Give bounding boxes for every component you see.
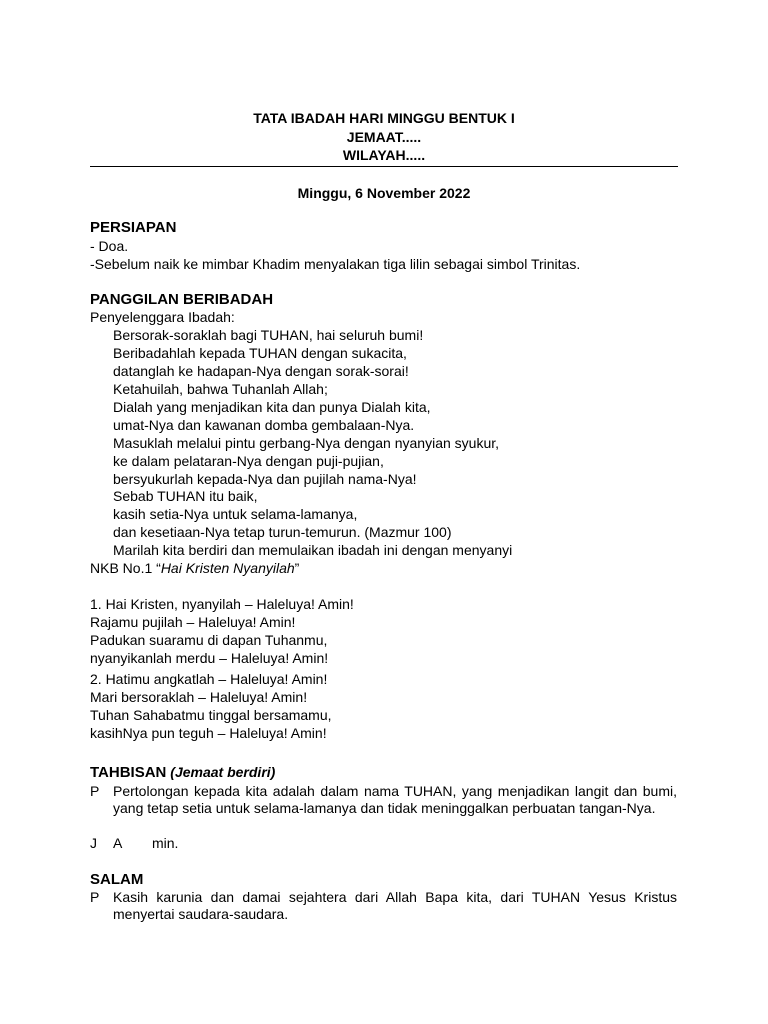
persiapan-heading: PERSIAPAN <box>90 219 177 236</box>
tahbisan-j-text-a: A <box>113 835 123 851</box>
panggilan-line: Ketahuilah, bahwa Tuhanlah Allah; <box>113 381 328 397</box>
panggilan-line: Dialah yang menjadikan kita dan punya Dialah kita, <box>113 399 431 415</box>
song-reference <box>90 560 299 576</box>
tahbisan-role-p: P <box>90 783 100 799</box>
verse-line: kasihNya pun teguh – Haleluya! Amin! <box>90 725 327 741</box>
song-reference-prefix: NKB No.1 “ <box>90 560 161 576</box>
service-date: Minggu, 6 November 2022 <box>297 185 471 201</box>
document-title: TATA IBADAH HARI MINGGU BENTUK I <box>253 110 515 126</box>
verse-line: Rajamu pujilah – Haleluya! Amin! <box>90 614 296 630</box>
salam-p-text: Kasih karunia dan damai sejahtera dari Allah Bapa kita, dari TUHAN Yesus Kristus menyertai saudara-saudara. <box>113 889 677 922</box>
tahbisan-j-text-b: min. <box>152 835 179 851</box>
tahbisan-heading-line <box>90 764 275 781</box>
panggilan-line: bersyukurlah kepada-Nya dan pujilah nama-Nya! <box>113 471 417 487</box>
panggilan-line: Masuklah melalui pintu gerbang-Nya dengan nyanyian syukur, <box>113 435 500 451</box>
salam-role-p: P <box>90 889 100 905</box>
wilayah-line: WILAYAH..... <box>342 147 426 163</box>
song-reference-suffix: ” <box>294 560 300 576</box>
verse-line: Tuhan Sahabatmu tinggal bersamamu, <box>90 707 332 723</box>
panggilan-line: Sebab TUHAN itu baik, <box>113 488 258 504</box>
panggilan-line: umat-Nya dan kawanan domba gembalaan-Nya. <box>113 417 415 433</box>
jemaat-line: JEMAAT..... <box>346 129 422 145</box>
panggilan-line: Marilah kita berdiri dan memulaikan ibadah ini dengan menyanyi <box>113 542 513 558</box>
verse-line: Mari bersoraklah – Haleluya! Amin! <box>90 689 308 705</box>
panggilan-line: dan kesetiaan-Nya tetap turun-temurun. (Mazmur 100) <box>113 524 452 540</box>
salam-heading: SALAM <box>90 871 144 888</box>
tahbisan-p-text: Pertolongan kepada kita adalah dalam nama TUHAN, yang menjadikan langit dan bumi, yang tetap setia untuk selama-lamanya dan tidak meninggalkan perbuatan tangan-Nya. <box>113 783 677 816</box>
persiapan-item-doa: - Doa. <box>90 238 129 254</box>
panggilan-line: kasih setia-Nya untuk selama-lamanya, <box>113 506 358 522</box>
panggilan-line: ke dalam pelataran-Nya dengan puji-pujian, <box>113 453 384 469</box>
tahbisan-role-j: J <box>90 835 97 851</box>
panggilan-speaker: Penyelenggara Ibadah: <box>90 309 235 325</box>
panggilan-line: datanglah ke hadapan-Nya dengan sorak-sorai! <box>113 363 409 379</box>
verse-line: nyanyikanlah merdu – Haleluya! Amin! <box>90 650 329 666</box>
persiapan-item-lilin: -Sebelum naik ke mimbar Khadim menyalakan tiga lilin sebagai simbol Trinitas. <box>90 256 581 272</box>
header-divider <box>90 166 678 167</box>
verse-line: 2. Hatimu angkatlah – Haleluya! Amin! <box>90 671 328 687</box>
verse-line: Padukan suaramu di dapan Tuhanmu, <box>90 632 328 648</box>
song-title: Hai Kristen Nyanyilah <box>160 560 295 576</box>
panggilan-line: Bersorak-soraklah bagi TUHAN, hai seluruh bumi! <box>113 327 424 343</box>
panggilan-line: Beribadahlah kepada TUHAN dengan sukacita, <box>113 345 407 361</box>
panggilan-heading: PANGGILAN BERIBADAH <box>90 291 274 308</box>
verse-line: 1. Hai Kristen, nyanyilah – Haleluya! Amin! <box>90 596 354 612</box>
tahbisan-note: (Jemaat berdiri) <box>170 764 276 780</box>
tahbisan-heading: TAHBISAN <box>90 764 167 781</box>
